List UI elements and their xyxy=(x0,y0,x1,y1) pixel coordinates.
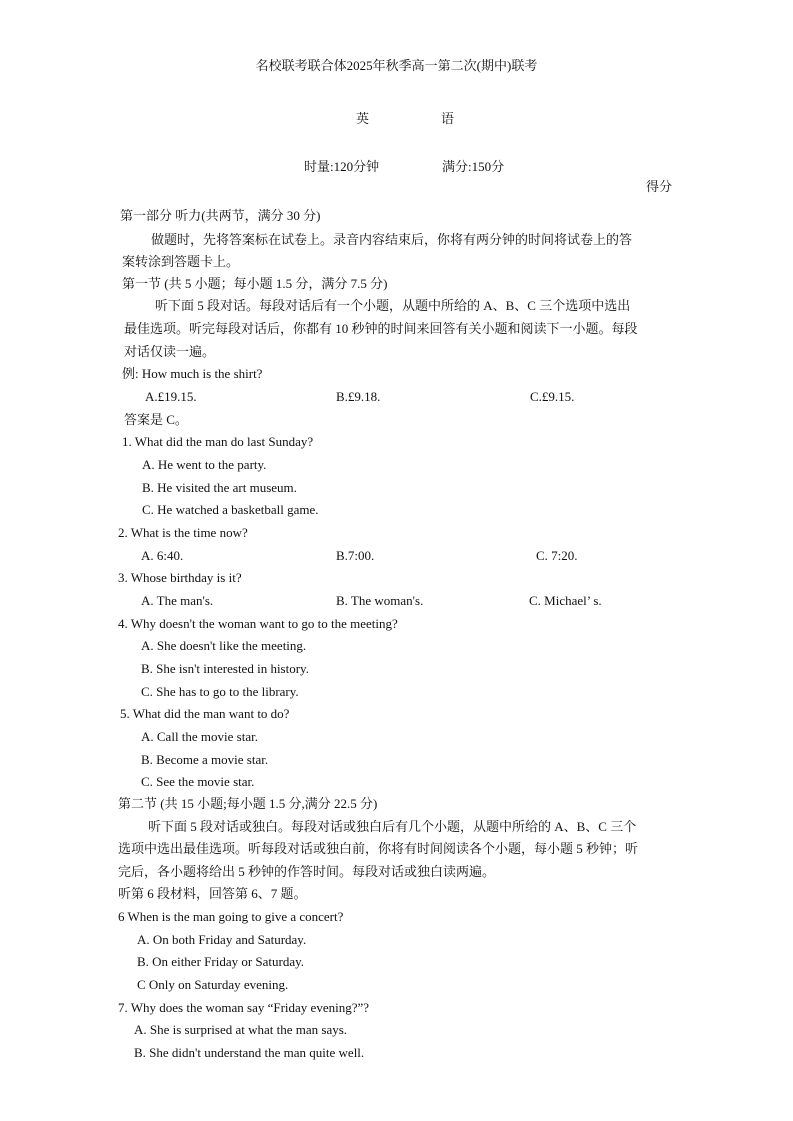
q2-option-b: B.7:00. xyxy=(336,548,375,563)
q1-option-a: A. He went to the party. xyxy=(142,457,267,472)
score-label: 得分 xyxy=(646,179,673,194)
q3-question: 3. Whose birthday is it? xyxy=(118,570,242,585)
example-question: 例: How much is the shirt? xyxy=(122,366,263,381)
q1-option-b: B. He visited the art museum. xyxy=(142,480,297,495)
q4-option-c: C. She has to go to the library. xyxy=(141,684,299,699)
section2-title: 第二节 (共 15 小题;每小题 1.5 分,满分 22.5 分) xyxy=(118,796,378,811)
q7-option-a: A. She is surprised at what the man says. xyxy=(134,1022,348,1037)
section1-instruction-line2: 最佳选项。听完每段对话后，你都有 10 秒钟的时间来回答有关小题和阅读下一小题。每段 xyxy=(124,321,638,336)
q6-option-b: B. On either Friday or Saturday. xyxy=(137,954,305,969)
q5-option-c: C. See the movie star. xyxy=(141,774,255,789)
section1-title: 第一节 (共 5 小题；每小题 1.5 分，满分 7.5 分) xyxy=(122,276,388,291)
section2-material6: 听第 6 段材料，回答第 6、7 题。 xyxy=(118,886,307,901)
section2-instruction-line3: 完后，各小题将给出 5 秒钟的作答时间。每段对话或独白读两遍。 xyxy=(118,864,496,879)
q4-question: 4. Why doesn't the woman want to go to the meeting? xyxy=(118,616,398,631)
q2-option-c: C. 7:20. xyxy=(536,548,578,563)
q6-option-a: A. On both Friday and Saturday. xyxy=(137,932,307,947)
q4-option-a: A. She doesn't like the meeting. xyxy=(141,638,307,653)
section1-instruction-line3: 对话仅读一遍。 xyxy=(124,344,216,359)
q2-question: 2. What is the time now? xyxy=(118,525,248,540)
q5-option-b: B. Become a movie star. xyxy=(141,752,269,767)
exam-title: 名校联考联合体2025年秋季高一第二次(期中)联考 xyxy=(255,58,538,73)
subject-char-2: 语 xyxy=(441,111,455,126)
part1-instruction-line2: 案转涂到答题卡上。 xyxy=(122,254,240,269)
q7-option-b: B. She didn't understand the man quite well. xyxy=(134,1045,365,1060)
example-option-c: C.£9.15. xyxy=(530,389,575,404)
q5-question: 5. What did the man want to do? xyxy=(120,706,290,721)
example-option-b: B.£9.18. xyxy=(336,389,381,404)
q7-question: 7. Why does the woman say “Friday evening?”? xyxy=(118,1000,370,1015)
subject-char-1: 英 xyxy=(356,111,370,126)
section2-instruction-line2: 选项中选出最佳选项。听每段对话或独白前，你将有时间阅读各个小题，每小题 5 秒钟；听 xyxy=(118,841,639,856)
q3-option-a: A. The man's. xyxy=(141,593,214,608)
example-option-a: A.£19.15. xyxy=(145,389,197,404)
q4-option-b: B. She isn't interested in history. xyxy=(141,661,309,676)
part1-title: 第一部分 听力(共两节，满分 30 分) xyxy=(120,208,321,223)
full-score: 满分:150分 xyxy=(442,159,505,174)
q3-option-c: C. Michael’ s. xyxy=(529,593,602,608)
time-limit: 时量:120分钟 xyxy=(304,159,380,174)
part1-instruction-line1: 做题时，先将答案标在试卷上。录音内容结束后，你将有两分钟的时间将试卷上的答 xyxy=(151,232,633,247)
q2-option-a: A. 6:40. xyxy=(141,548,184,563)
q3-option-b: B. The woman's. xyxy=(336,593,424,608)
q1-question: 1. What did the man do last Sunday? xyxy=(122,434,314,449)
q5-option-a: A. Call the movie star. xyxy=(141,729,258,744)
q6-option-c: C Only on Saturday evening. xyxy=(137,977,289,992)
q6-question: 6 When is the man going to give a concert? xyxy=(118,909,344,924)
section2-instruction-line1: 听下面 5 段对话或独白。每段对话或独白后有几个小题，从题中所给的 A、B、C 三个 xyxy=(148,819,637,834)
section1-instruction-line1: 听下面 5 段对话。每段对话后有一个小题，从题中所给的 A、B、C 三个选项中选出 xyxy=(155,298,631,313)
example-answer: 答案是 C。 xyxy=(124,412,188,427)
q1-option-c: C. He watched a basketball game. xyxy=(142,502,319,517)
